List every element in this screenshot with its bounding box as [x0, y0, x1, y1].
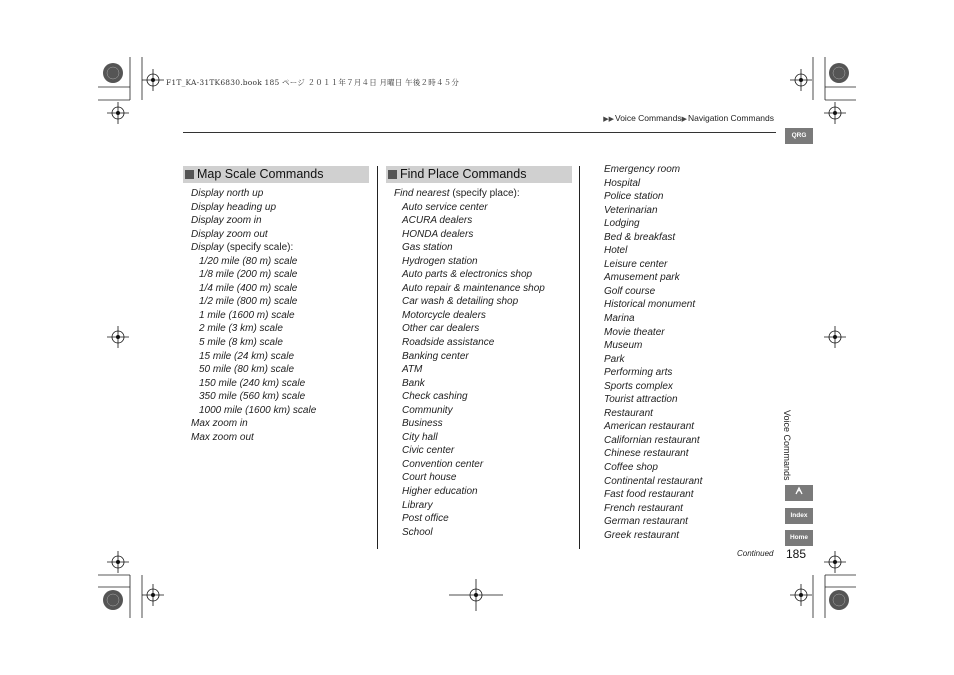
list-item — [604, 204, 702, 218]
column-divider — [579, 166, 580, 549]
list-item-text: Hydrogen station — [402, 255, 478, 267]
list-item-text: 50 mile (80 km) scale — [199, 364, 295, 376]
list-item-text: Performing arts — [604, 367, 673, 379]
list-item — [191, 282, 316, 296]
list-item-text: Coffee shop — [604, 462, 658, 474]
list-item-text: Park — [604, 353, 625, 365]
list-item — [191, 187, 316, 201]
list-item-text: Golf course — [604, 285, 656, 297]
list-item-text: Community — [402, 404, 453, 416]
list-item — [394, 241, 545, 255]
list-item — [604, 244, 702, 258]
list-item-text: Court house — [402, 472, 457, 484]
list-item-text: Hotel — [604, 245, 628, 257]
list-item — [191, 295, 316, 309]
breadcrumb-navigation-commands[interactable]: Navigation Commands — [688, 113, 774, 123]
map-scale-list — [191, 187, 316, 444]
index-tab[interactable]: Index — [785, 508, 813, 524]
arrow-icon: ▶ — [681, 116, 688, 123]
list-item-text: Californian restaurant — [604, 434, 700, 446]
list-item-text: Sports complex — [604, 380, 673, 392]
list-item-text: Roadside assistance — [402, 337, 495, 349]
list-item-text: Max zoom out — [191, 431, 254, 443]
list-item — [191, 241, 316, 255]
list-item — [394, 309, 545, 323]
list-item — [191, 390, 316, 404]
list-item-text: Display north up — [191, 188, 264, 199]
find-place-list — [394, 187, 545, 539]
list-item — [191, 417, 316, 431]
list-item — [394, 512, 545, 526]
list-item — [604, 380, 702, 394]
list-item — [604, 488, 702, 502]
list-item-text: Post office — [402, 513, 449, 525]
list-item-text: Higher education — [402, 486, 478, 498]
list-item-text: Display — [191, 242, 224, 254]
list-item — [604, 217, 702, 231]
list-item — [191, 322, 316, 336]
list-item — [394, 363, 545, 377]
list-item-text: ATM — [402, 364, 423, 376]
list-item-text: 1/4 mile (400 m) scale — [199, 282, 298, 294]
list-item — [604, 177, 702, 191]
list-item-text: Restaurant — [604, 407, 653, 419]
list-item — [394, 336, 545, 350]
list-item — [191, 268, 316, 282]
list-item-text: Auto repair & maintenance shop — [402, 282, 545, 294]
list-item — [394, 228, 545, 242]
double-arrow-icon: ▶▶ — [603, 116, 614, 123]
list-item — [604, 271, 702, 285]
list-item — [604, 529, 702, 543]
list-item — [394, 526, 545, 540]
list-item — [604, 298, 702, 312]
list-item — [394, 322, 545, 336]
list-item — [604, 366, 702, 380]
list-item-text: American restaurant — [604, 421, 695, 433]
list-item-text: 150 mile (240 km) scale — [199, 377, 306, 389]
list-item-text: School — [402, 526, 433, 538]
list-item — [604, 434, 702, 448]
list-item — [394, 417, 545, 431]
list-item-text: Lodging — [604, 218, 640, 230]
list-item — [394, 268, 545, 282]
list-item — [394, 390, 545, 404]
list-item-text: HONDA dealers — [402, 228, 474, 240]
list-item-text: Police station — [604, 191, 664, 203]
list-item — [191, 363, 316, 377]
list-item-text: Car wash & detailing shop — [402, 296, 519, 308]
list-item-text: French restaurant — [604, 502, 683, 514]
list-item-text: Find nearest — [394, 188, 450, 199]
qrg-tab[interactable]: QRG — [785, 128, 813, 144]
list-item-text: Display zoom out — [191, 228, 268, 240]
list-item-text: Motorcycle dealers — [402, 309, 486, 321]
square-bullet-icon — [185, 170, 194, 179]
list-item-text: Banking center — [402, 350, 469, 362]
list-item-text: Movie theater — [604, 326, 665, 338]
map-scale-heading: Map Scale Commands — [183, 166, 369, 183]
list-item — [394, 404, 545, 418]
list-item — [191, 201, 316, 215]
list-item — [604, 339, 702, 353]
list-item-text: 1/20 mile (80 m) scale — [199, 255, 298, 267]
list-item-text: City hall — [402, 431, 438, 443]
list-item-text: Civic center — [402, 445, 455, 457]
list-item — [394, 295, 545, 309]
list-item — [191, 336, 316, 350]
list-item — [604, 190, 702, 204]
list-item-text: Hospital — [604, 177, 641, 189]
list-item-text: Auto parts & electronics shop — [402, 269, 533, 281]
list-item — [604, 515, 702, 529]
list-item-text: Fast food restaurant — [604, 489, 694, 501]
list-item-text: 1/2 mile (800 m) scale — [199, 296, 298, 308]
list-item-text: German restaurant — [604, 516, 688, 528]
list-item — [394, 255, 545, 269]
place-category-list — [604, 163, 702, 542]
list-item — [604, 502, 702, 516]
list-item-text: Greek restaurant — [604, 529, 680, 541]
list-item-text: Display heading up — [191, 201, 277, 213]
list-item — [394, 499, 545, 513]
list-item — [604, 285, 702, 299]
list-item-text: Marina — [604, 313, 635, 325]
list-item-text: Amusement park — [604, 272, 680, 284]
list-item-text: 1000 mile (1600 km) scale — [199, 404, 317, 416]
list-item — [604, 447, 702, 461]
list-item-note: (specify scale): — [223, 242, 294, 254]
list-item — [394, 471, 545, 485]
list-item-text: Tourist attraction — [604, 394, 678, 406]
list-item-text: Auto service center — [402, 201, 488, 213]
square-bullet-icon — [388, 170, 397, 179]
list-item-text: Business — [402, 418, 443, 430]
list-item-text: 1 mile (1600 m) scale — [199, 309, 295, 321]
breadcrumb-voice-commands[interactable]: Voice Commands — [615, 113, 682, 123]
voice-icon — [793, 485, 805, 497]
list-item — [604, 231, 702, 245]
list-item — [604, 393, 702, 407]
home-tab[interactable]: Home — [785, 530, 813, 546]
list-item — [394, 187, 545, 201]
list-item-text: Gas station — [402, 242, 453, 254]
list-item — [191, 228, 316, 242]
voice-commands-side-label: Voice Commands — [782, 410, 792, 481]
list-item-text: Convention center — [402, 458, 484, 470]
list-item — [191, 431, 316, 445]
list-item — [394, 485, 545, 499]
list-item — [394, 444, 545, 458]
list-item — [191, 214, 316, 228]
list-item-text: Leisure center — [604, 258, 668, 270]
list-item — [394, 350, 545, 364]
list-item — [604, 353, 702, 367]
list-item — [191, 404, 316, 418]
list-item-text: 2 mile (3 km) scale — [199, 323, 283, 335]
list-item-text: ACURA dealers — [402, 215, 473, 227]
continued-note: Continued — [737, 549, 774, 558]
list-item — [394, 201, 545, 215]
list-item-text: Library — [402, 499, 433, 511]
list-item — [604, 407, 702, 421]
list-item — [604, 163, 702, 177]
list-item — [191, 255, 316, 269]
find-place-heading: Find Place Commands — [386, 166, 572, 183]
list-item-text: Emergency room — [604, 164, 681, 175]
list-item-text: Check cashing — [402, 391, 468, 403]
list-item — [604, 461, 702, 475]
list-item — [191, 350, 316, 364]
list-item-text: Veterinarian — [604, 204, 658, 216]
list-item-text: Continental restaurant — [604, 475, 703, 487]
list-item-text: Bed & breakfast — [604, 231, 676, 243]
list-item — [394, 431, 545, 445]
list-item-note: (specify place): — [449, 188, 520, 199]
page-number: 185 — [786, 547, 807, 561]
list-item-text: Max zoom in — [191, 418, 248, 430]
header-rule — [183, 132, 776, 133]
list-item — [604, 326, 702, 340]
list-item-text: 350 mile (560 km) scale — [199, 391, 306, 403]
list-item-text: 1/8 mile (200 m) scale — [199, 269, 298, 281]
list-item — [394, 214, 545, 228]
list-item-text: Chinese restaurant — [604, 448, 689, 460]
list-item-text: 5 mile (8 km) scale — [199, 337, 283, 349]
list-item-text: Museum — [604, 340, 643, 352]
list-item — [604, 420, 702, 434]
list-item — [191, 309, 316, 323]
list-item — [604, 475, 702, 489]
breadcrumb — [603, 113, 774, 123]
list-item — [191, 377, 316, 391]
list-item-text: Display zoom in — [191, 215, 262, 227]
list-item — [604, 312, 702, 326]
print-header: F1T_KA-31TK6830.book 185 ページ ２０１１年７月４日 月曜日 午後２時４５分 — [166, 78, 460, 87]
voice-commands-tab[interactable] — [785, 485, 813, 501]
list-item — [604, 258, 702, 272]
column-divider — [377, 166, 378, 549]
list-item — [394, 282, 545, 296]
list-item — [394, 458, 545, 472]
list-item-text: Bank — [402, 377, 425, 389]
list-item — [394, 377, 545, 391]
list-item-text: Historical monument — [604, 299, 696, 311]
list-item-text: 15 mile (24 km) scale — [199, 350, 295, 362]
list-item-text: Other car dealers — [402, 323, 480, 335]
